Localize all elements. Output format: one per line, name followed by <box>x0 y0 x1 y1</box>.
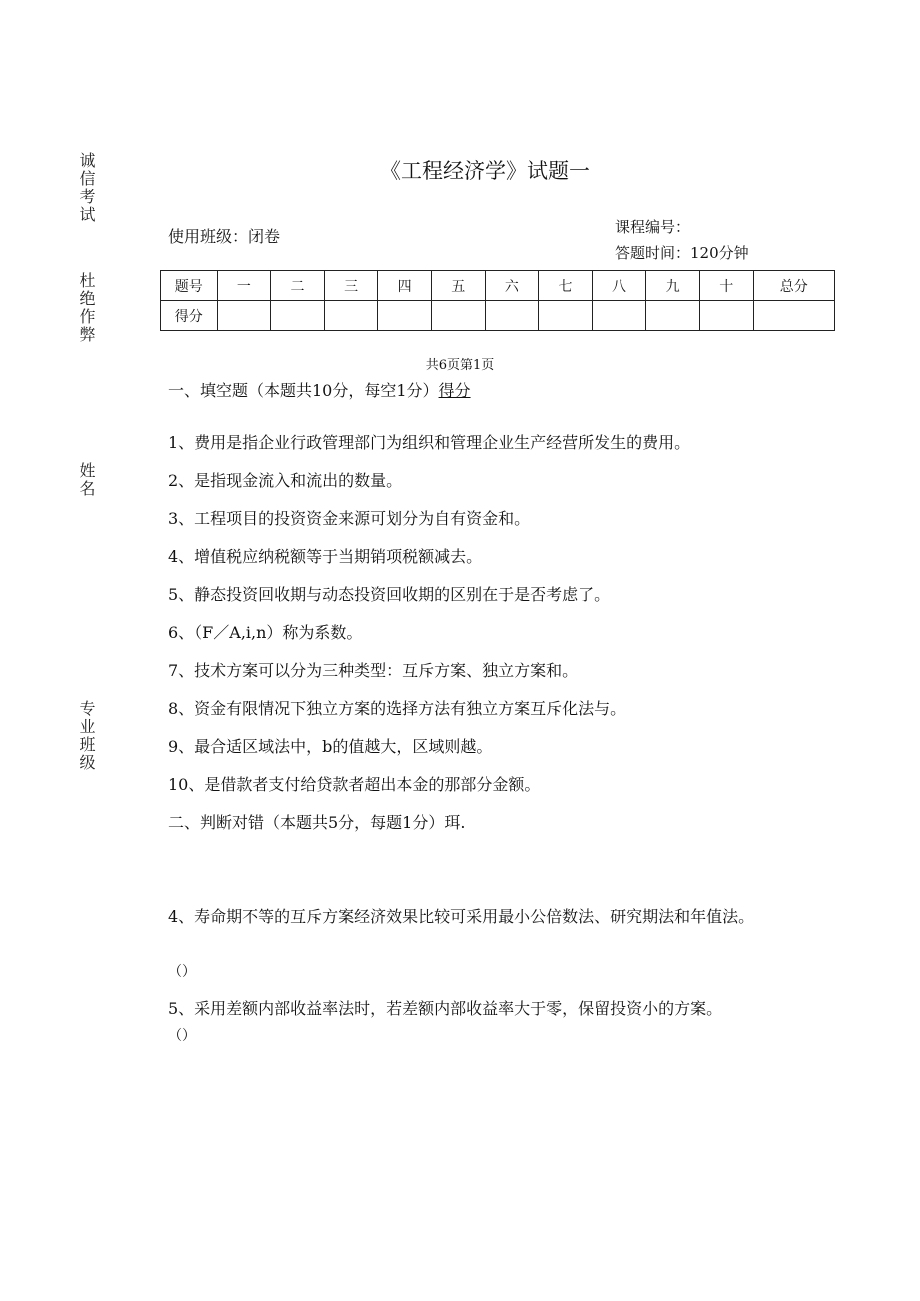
score-cell[interactable] <box>431 301 485 331</box>
judgement-item-5: 5、采用差额内部收益率法时，若差额内部收益率大于零，保留投资小的方案。 <box>168 999 723 1018</box>
score-cell[interactable] <box>699 301 753 331</box>
question-item: 5、静态投资回收期与动态投资回收期的区别在于是否考虑了。 <box>168 585 611 604</box>
exam-title: 《工程经济学》试题一 <box>380 159 590 183</box>
sidebar-integrity-label: 诚信考试 <box>77 152 96 224</box>
header-cell: 九 <box>646 271 700 301</box>
header-cell: 题号 <box>161 271 218 301</box>
score-cell[interactable] <box>485 301 539 331</box>
header-cell: 七 <box>539 271 593 301</box>
score-cell[interactable] <box>271 301 325 331</box>
question-item: 7、技术方案可以分为三种类型：互斥方案、独立方案和。 <box>168 661 579 680</box>
score-table-score-row <box>161 301 835 331</box>
sidebar-no-cheat-label: 杜绝作弊 <box>77 272 96 344</box>
question-item: 10、是借款者支付给贷款者超出本金的那部分金额。 <box>168 775 541 794</box>
question-item: 3、工程项目的投资资金来源可划分为自有资金和。 <box>168 509 531 528</box>
sidebar-name-label: 姓名 <box>77 462 96 498</box>
header-cell: 二 <box>271 271 325 301</box>
section1-score-label: 得分 <box>438 381 471 400</box>
header-cell: 十 <box>699 271 753 301</box>
score-table <box>160 270 835 331</box>
section2-heading: 二、判断对错（本题共5分，每题1分）珥. <box>168 813 466 832</box>
score-cell[interactable] <box>539 301 593 331</box>
judgement-item-4: 4、寿命期不等的互斥方案经济效果比较可采用最小公倍数法、研究期法和年值法。 <box>168 907 755 926</box>
course-code: 课程编号： <box>615 218 691 236</box>
header-cell: 总分 <box>753 271 834 301</box>
header-cell: 四 <box>378 271 432 301</box>
header-cell: 一 <box>217 271 271 301</box>
question-item: 1、费用是指企业行政管理部门为组织和管理企业生产经营所发生的费用。 <box>168 433 691 452</box>
question-item: 2、是指现金流入和流出的数量。 <box>168 471 403 490</box>
score-cell[interactable] <box>378 301 432 331</box>
question-item: 8、资金有限情况下独立方案的选择方法有独立方案互斥化法与。 <box>168 699 627 718</box>
exam-time: 答题时间：120分钟 <box>615 244 749 262</box>
header-cell: 八 <box>592 271 646 301</box>
row-label-cell: 得分 <box>161 301 218 331</box>
question-item: 4、增值税应纳税额等于当期销项税额减去。 <box>168 547 483 566</box>
answer-paren-5[interactable]: （） <box>168 1028 196 1044</box>
score-cell[interactable] <box>324 301 378 331</box>
page-number: 共6页第1页 <box>425 358 495 373</box>
question-item: 9、最合适区域法中，b的值越大，区域则越。 <box>168 737 493 756</box>
score-cell[interactable] <box>646 301 700 331</box>
section1-heading <box>168 378 471 401</box>
header-cell: 三 <box>324 271 378 301</box>
score-cell[interactable] <box>592 301 646 331</box>
score-cell[interactable] <box>217 301 271 331</box>
class-label: 使用班级：闭卷 <box>168 227 281 246</box>
question-item: 6、（F／A,i,n）称为系数。 <box>168 623 363 642</box>
section1-heading-text: 一、填空题（本题共10分，每空1分） <box>168 381 439 400</box>
header-cell: 五 <box>431 271 485 301</box>
score-table-header-row <box>161 271 835 301</box>
sidebar-major-label: 专业班级 <box>77 700 96 772</box>
score-cell[interactable] <box>753 301 834 331</box>
header-cell: 六 <box>485 271 539 301</box>
answer-paren-4[interactable]: （） <box>168 964 196 980</box>
